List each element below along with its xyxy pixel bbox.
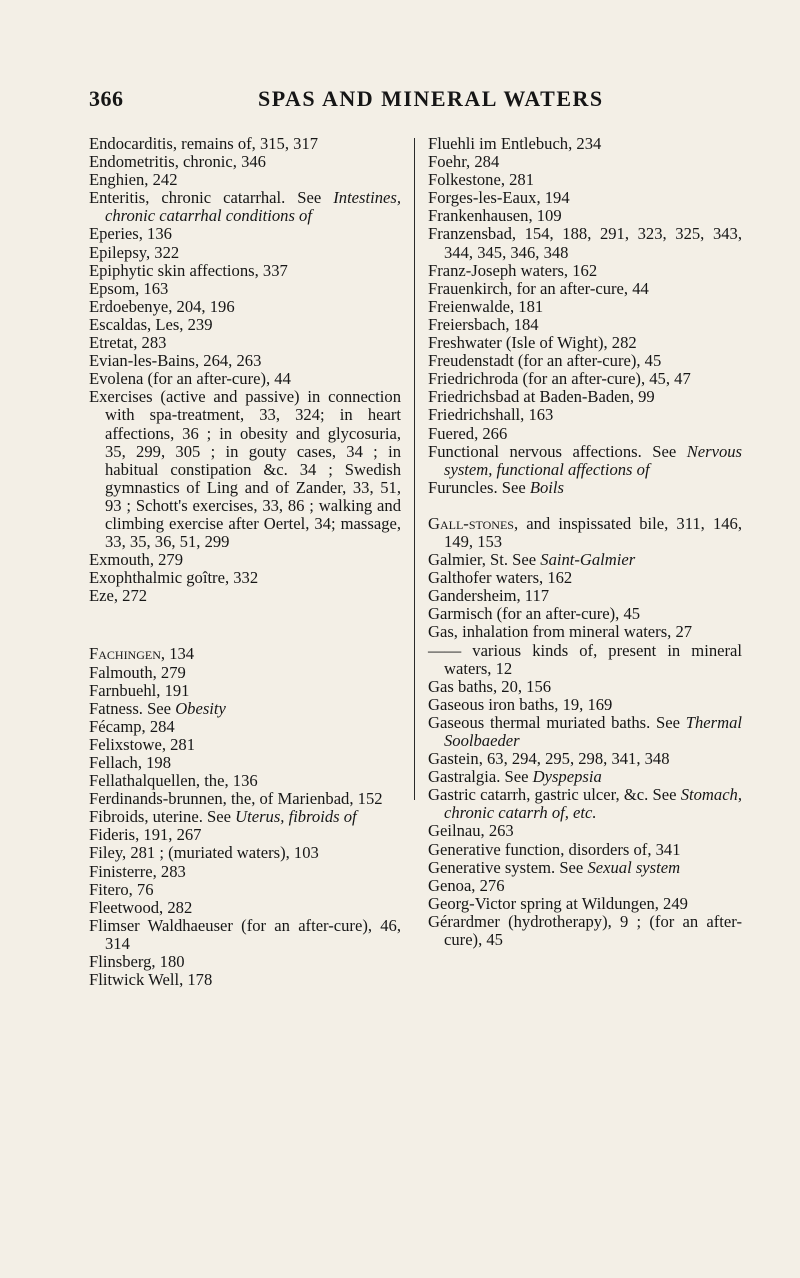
page-number: 366 <box>89 86 124 111</box>
index-entry <box>89 135 401 153</box>
entry-text: Forges-les-Eaux, 194 <box>428 188 570 208</box>
entry-text: Gandersheim, 117 <box>428 586 550 606</box>
cross-reference: Saint-Galmier <box>540 550 636 570</box>
cross-reference: Sexual system <box>587 857 681 877</box>
entry-text: Fellathalquellen, the, 136 <box>89 771 258 791</box>
index-column-right <box>428 135 742 949</box>
entry-text: Gastralgia. See <box>428 767 529 787</box>
index-entry <box>89 863 401 881</box>
entry-text: Freienwalde, 181 <box>428 296 544 316</box>
index-entry <box>89 971 401 989</box>
index-entry <box>89 262 401 280</box>
index-entry <box>89 244 401 262</box>
entry-text: Generative system. See <box>428 857 584 877</box>
entry-text: Frauenkirch, for an after-cure, 44 <box>428 278 649 298</box>
cross-reference: Obesity <box>175 698 226 718</box>
index-entry <box>428 298 742 316</box>
entry-text: Fatness. See <box>89 698 172 718</box>
cross-reference: Boils <box>529 477 564 497</box>
entry-text: Eze, 272 <box>89 586 148 606</box>
section-gap <box>89 605 401 645</box>
index-entry <box>428 135 742 153</box>
index-entry <box>89 772 401 790</box>
index-entry <box>428 153 742 171</box>
index-entry <box>89 587 401 605</box>
index-entry <box>89 682 401 700</box>
entry-text: Gaseous thermal muriated baths. See <box>428 712 680 732</box>
entry-text: Folkestone, 281 <box>428 170 535 190</box>
index-entry <box>89 754 401 772</box>
cross-reference: Intestines, chronic catarrhal conditions of <box>105 188 401 226</box>
entry-text: Flimser Waldhaeuser (for an after-cure), 46, 314 <box>89 915 401 953</box>
index-entry <box>89 718 401 736</box>
index-entry <box>89 225 401 243</box>
index-entry <box>89 953 401 971</box>
index-entry <box>428 551 742 569</box>
index-entry <box>428 189 742 207</box>
index-entry <box>89 280 401 298</box>
index-entry <box>428 642 742 678</box>
cross-reference: Thermal Soolbaeder <box>444 712 742 750</box>
index-entry <box>428 406 742 424</box>
entry-text: Fluehli im Entlebuch, 234 <box>428 134 602 153</box>
entry-text: Georg-Victor spring at Wildungen, 249 <box>428 893 688 913</box>
index-entry <box>89 352 401 370</box>
entry-text: , 134 <box>160 644 195 664</box>
index-entry <box>428 569 742 587</box>
entry-text: Genoa, 276 <box>428 875 505 895</box>
entry-text: Gas, inhalation from mineral waters, 27 <box>428 622 693 642</box>
index-entry <box>428 696 742 714</box>
cross-reference: Nervous system, functional affections of <box>444 441 742 479</box>
index-entry <box>428 714 742 750</box>
entry-text: Fécamp, 284 <box>89 716 175 736</box>
column-divider <box>414 138 415 800</box>
entry-text: Gastric catarrh, gastric ulcer, &c. See <box>428 785 677 805</box>
index-entry <box>89 881 401 899</box>
index-entry <box>428 859 742 877</box>
index-entry <box>89 664 401 682</box>
index-entry <box>89 917 401 953</box>
entry-text: Franz-Joseph waters, 162 <box>428 260 598 280</box>
entry-text: Fellach, 198 <box>89 753 172 772</box>
entry-text: Functional nervous affections. See <box>428 441 677 461</box>
index-entry <box>89 298 401 316</box>
entry-text: Friedrichroda (for an after-cure), 45, 47 <box>428 369 691 389</box>
cross-reference: Uterus, fibroids of <box>235 807 357 827</box>
entry-text: Fuered, 266 <box>428 423 508 443</box>
entry-text: Falmouth, 279 <box>89 662 186 682</box>
index-entry <box>89 316 401 334</box>
entry-text: Farnbuehl, 191 <box>89 680 190 700</box>
index-entry <box>89 388 401 551</box>
index-entry <box>428 913 742 949</box>
index-entry <box>89 790 401 808</box>
entry-text: Geilnau, 263 <box>428 821 514 841</box>
entry-text: Galmier, St. See <box>428 550 537 570</box>
entry-text: Eperies, 136 <box>89 224 172 244</box>
index-entry <box>428 877 742 895</box>
index-column-left <box>89 135 401 989</box>
index-entry <box>428 334 742 352</box>
entry-text: Flinsberg, 180 <box>89 952 185 972</box>
index-entry <box>428 425 742 443</box>
entry-text: Enteritis, chronic catarrhal. See <box>89 188 322 208</box>
entry-text: Galthofer waters, 162 <box>428 568 573 588</box>
entry-text: Endometritis, chronic, 346 <box>89 152 266 172</box>
entry-text: Frankenhausen, 109 <box>428 206 562 226</box>
index-entry <box>428 786 742 822</box>
index-entry <box>428 280 742 298</box>
entry-text: Fitero, 76 <box>89 879 154 899</box>
entry-text: Gaseous iron baths, 19, 169 <box>428 694 613 714</box>
index-entry <box>428 841 742 859</box>
entry-text: Foehr, 284 <box>428 152 500 172</box>
entry-text: Friedrichsbad at Baden-Baden, 99 <box>428 387 655 407</box>
index-entry <box>428 515 742 551</box>
cross-reference: Dyspepsia <box>532 767 602 787</box>
index-entry <box>428 370 742 388</box>
entry-text: Etretat, 283 <box>89 333 167 353</box>
entry-text: , and inspissated bile, 311, 146, 149, 153 <box>444 513 742 551</box>
index-entry <box>89 370 401 388</box>
entry-text: Filey, 281 ; (muriated waters), 103 <box>89 843 319 863</box>
index-entry <box>428 388 742 406</box>
index-entry <box>89 551 401 569</box>
entry-text: Ferdinands-brunnen, the, of Marienbad, 152 <box>89 789 383 809</box>
entry-text: Exophthalmic goître, 332 <box>89 568 259 588</box>
entry-text: Generative function, disorders of, 341 <box>428 839 681 859</box>
index-entry <box>428 352 742 370</box>
index-entry <box>89 899 401 917</box>
index-entry <box>89 569 401 587</box>
entry-text: Freudenstadt (for an after-cure), 45 <box>428 351 662 371</box>
entry-text: Evolena (for an after-cure), 44 <box>89 369 291 389</box>
entry-text: Evian-les-Bains, 264, 263 <box>89 351 262 371</box>
entry-text: —— various kinds of, present in mineral waters, 12 <box>428 640 742 678</box>
entry-text: Felixstowe, 281 <box>89 734 196 754</box>
entry-text: Epiphytic skin affections, 337 <box>89 260 288 280</box>
index-entry <box>428 316 742 334</box>
index-entry <box>428 623 742 641</box>
index-entry <box>89 736 401 754</box>
entry-text: Gastein, 63, 294, 295, 298, 341, 348 <box>428 749 670 769</box>
entry-text: Flitwick Well, 178 <box>89 970 213 990</box>
index-entry <box>89 153 401 171</box>
index-entry <box>89 334 401 352</box>
index-entry <box>428 750 742 768</box>
page-header <box>0 86 800 120</box>
index-entry <box>428 225 742 261</box>
cross-reference: Stomach, chronic catarrh of, etc. <box>444 785 742 823</box>
entry-text: Fleetwood, 282 <box>89 897 193 917</box>
entry-text: Freiersbach, 184 <box>428 314 539 334</box>
entry-text: Epilepsy, 322 <box>89 242 180 262</box>
index-entry <box>428 587 742 605</box>
index-entry <box>89 826 401 844</box>
index-entry <box>428 443 742 479</box>
entry-text: Escaldas, Les, 239 <box>89 314 213 334</box>
entry-heading-smallcaps: Fachingen <box>89 644 161 664</box>
index-entry <box>89 844 401 862</box>
entry-text: Erdoebenye, 204, 196 <box>89 296 235 316</box>
entry-text: Gérardmer (hydrotherapy), 9 ; (for an after-cure), 45 <box>428 911 742 950</box>
index-entry <box>89 700 401 718</box>
running-title: SPAS AND MINERAL WATERS <box>258 86 604 111</box>
index-entry <box>428 768 742 786</box>
index-entry <box>89 171 401 189</box>
entry-text: Gas baths, 20, 156 <box>428 676 552 696</box>
index-entry <box>428 605 742 623</box>
entry-text: Freshwater (Isle of Wight), 282 <box>428 333 637 353</box>
index-entry <box>428 171 742 189</box>
entry-text: Epsom, 163 <box>89 278 169 298</box>
entry-text: Exercises (active and passive) in connection with spa-treatment, 33, 324; in heart affections, 36 ; in obesity and glycosuria, 35, 299, 305 ; in gouty cases, 34 ; in habitual constipation &c. 34 ; Swedish gymnastics of Ling and of Zander, 33, 51, 93 ; Schott's exercises, 33, 86 ; walking and climbing exercise after Oertel, 34; massage, 33, 35, 36, 51, 299 <box>89 387 401 552</box>
index-entry <box>428 207 742 225</box>
entry-text: Finisterre, 283 <box>89 861 186 881</box>
index-entry <box>428 262 742 280</box>
entry-text: Friedrichshall, 163 <box>428 405 554 425</box>
entry-text: Enghien, 242 <box>89 170 178 190</box>
entry-text: Fibroids, uterine. See <box>89 807 231 827</box>
index-entry <box>428 678 742 696</box>
index-entry <box>89 645 401 663</box>
entry-text: Fideris, 191, 267 <box>89 825 202 845</box>
entry-text: Garmisch (for an after-cure), 45 <box>428 604 641 624</box>
index-entry <box>89 189 401 225</box>
entry-text: Franzensbad, 154, 188, 291, 323, 325, 343, 344, 345, 346, 348 <box>428 224 742 262</box>
section-gap <box>428 497 742 515</box>
entry-text: Endocarditis, remains of, 315, 317 <box>89 134 319 153</box>
entry-text: Furuncles. See <box>428 477 526 497</box>
index-entry <box>428 822 742 840</box>
entry-heading-smallcaps: Gall-stones <box>428 513 514 533</box>
index-entry <box>89 808 401 826</box>
index-entry <box>428 479 742 497</box>
entry-text: Exmouth, 279 <box>89 550 184 570</box>
index-entry <box>428 895 742 913</box>
